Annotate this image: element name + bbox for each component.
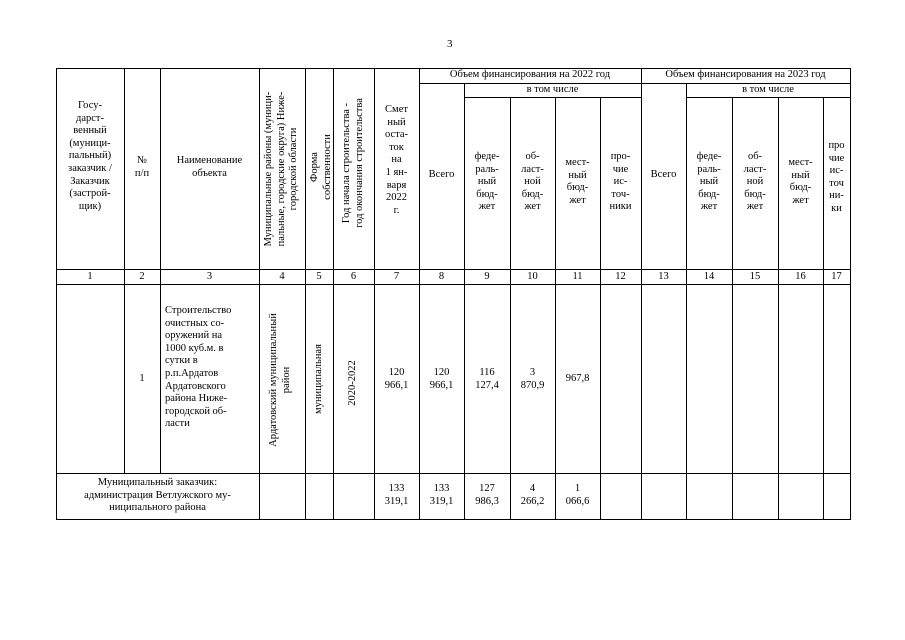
header-local-2022: мест- ный бюд- жет: [565, 157, 590, 206]
column-number: 7: [393, 271, 400, 282]
column-number: 1: [87, 271, 93, 282]
column-number: 5: [316, 271, 322, 282]
row1-regional-2022: 3 870,9: [520, 367, 545, 391]
row1-local-2022: 967,8: [565, 373, 590, 384]
column-number: 14: [703, 271, 715, 282]
column-number: 10: [527, 271, 538, 282]
subtotal-label: Муниципальный заказчик: администрация Ветлужского му- ниципального района: [84, 477, 231, 514]
column-number: 11: [572, 271, 583, 282]
header-fin-2023: Объем финансирования на 2023 год: [665, 69, 826, 80]
column-number: 13: [658, 271, 669, 282]
header-districts: Муниципальные районы (муници- пальные, городские округа) Ниже- городской области: [263, 91, 300, 247]
row1-district: Ардатовский муниципальный район: [268, 313, 292, 447]
header-fin-2022: Объем финансирования на 2022 год: [449, 69, 611, 80]
subtotal-estimate: 133 319,1: [384, 483, 409, 507]
column-number: 6: [350, 271, 357, 282]
row1-years: 2020-2022: [347, 360, 358, 406]
header-regional-2022: об- ласт- ной бюд- жет: [521, 151, 544, 213]
header-years: Год начала строительства - год окончания строительства: [341, 98, 365, 228]
row1-num: 1: [139, 373, 145, 384]
row1-federal-2022: 116 127,4: [475, 367, 499, 391]
column-number: 3: [206, 271, 213, 282]
header-including-2022: в том числе: [526, 84, 579, 95]
header-num: № п/п: [134, 155, 150, 179]
header-customer: Госу- дарст- венный (муници- пальный) заказчик / Заказчик (застрой- щик): [68, 100, 112, 212]
header-federal-2022: феде- раль- ный бюд- жет: [474, 151, 500, 213]
header-including-2023: в том числе: [742, 84, 794, 95]
column-number: 16: [795, 271, 806, 282]
subtotal-federal-2022: 127 986,3: [475, 483, 499, 507]
column-number: 15: [749, 271, 761, 282]
header-other-2023: про чие ис- точ ни- ки: [828, 140, 845, 214]
header-estimate: Смет ный оста- ток на 1 ян- варя 2022 г.: [384, 104, 409, 216]
row1-total-2022: 120 966,1: [429, 367, 454, 391]
header-other-2022: про- чие ис- точ- ники: [609, 151, 632, 213]
column-number: 9: [484, 271, 490, 282]
header-object-name: Наименование объекта: [176, 155, 243, 179]
header-ownership: Форма собственности: [309, 134, 333, 200]
subtotal-total-2022: 133 319,1: [429, 483, 454, 507]
header-total-2023: Всего: [650, 169, 677, 180]
header-regional-2023: об- ласт- ной бюд- жет: [743, 151, 767, 213]
subtotal-regional-2022: 4 266,2: [520, 483, 545, 507]
header-local-2023: мест- ный бюд- жет: [788, 157, 813, 206]
header-total-2022: Всего: [428, 169, 455, 180]
column-number: 4: [279, 271, 285, 282]
row1-estimate: 120 966,1: [384, 367, 409, 391]
column-number: 2: [139, 271, 145, 282]
subtotal-local-2022: 1 066,6: [565, 483, 590, 507]
page-number: 3: [447, 38, 453, 50]
row1-object-name: Строительство очистных со- оружений на 1000 куб.м. в сутки в р.п.Ардатов Ардатовского района Ниже- городской об- ласти: [165, 305, 232, 430]
column-number: 12: [615, 271, 626, 282]
header-federal-2023: феде- раль- ный бюд- жет: [696, 151, 722, 213]
row1-ownership: муниципальная: [313, 344, 324, 414]
column-number: 8: [438, 271, 445, 282]
column-number: 17: [831, 271, 842, 282]
